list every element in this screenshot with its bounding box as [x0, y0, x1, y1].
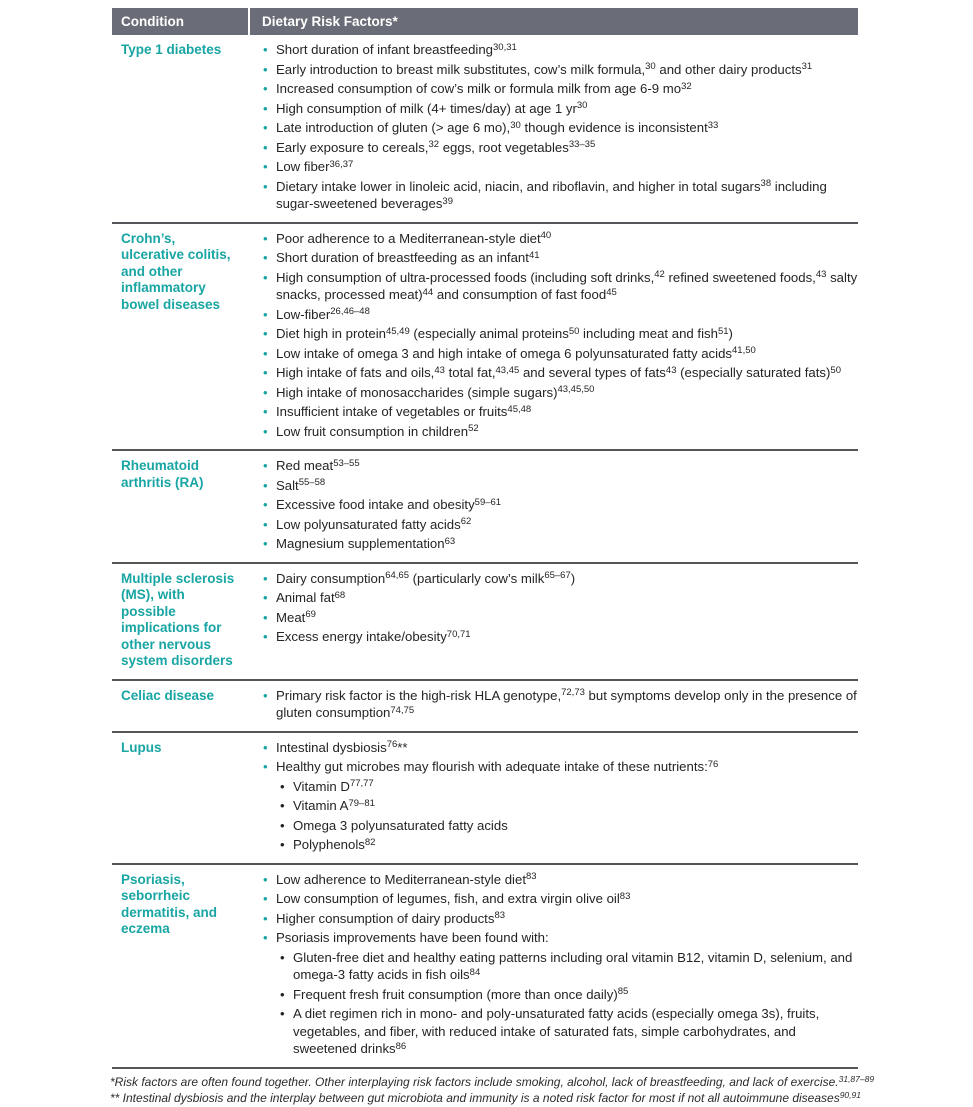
- condition-cell: Psoriasis, seborrheic dermatitis, and eczema: [121, 871, 218, 936]
- risk-factor-text: Omega 3 polyunsaturated fatty acids: [293, 817, 508, 833]
- bullet-icon: •: [263, 159, 268, 174]
- bullet-icon: •: [280, 949, 285, 965]
- condition-cell: Rheumatoid arthritis (RA): [121, 458, 204, 490]
- citation-superscript: 79–81: [348, 797, 375, 809]
- bullet-icon: •: [263, 81, 268, 96]
- risk-factor-text: Vitamin D$^{77,77}$: [293, 778, 374, 794]
- condition-cell: Celiac disease: [121, 687, 215, 703]
- citation-superscript: 69: [305, 609, 316, 620]
- risk-factor-text: Short duration of breastfeeding as an infant$^{41}$: [276, 249, 540, 265]
- risk-factors-cell: [250, 570, 858, 670]
- citation-superscript: 51: [717, 325, 729, 337]
- risk-factor-text: Early introduction to breast milk substitutes, cow’s milk formula,$^{30}$ and other dairy products$^{31}$: [276, 61, 813, 77]
- table-row: [112, 681, 858, 733]
- citation-superscript: 43: [815, 269, 827, 280]
- condition-cell: Lupus: [121, 739, 162, 755]
- bullet-icon: •: [263, 477, 268, 493]
- risk-factor-item: [262, 230, 858, 248]
- risk-factor-text: Low adherence to Mediterranean-style diet$^{83}$: [276, 871, 537, 887]
- risk-factor-text: Low consumption of legumes, fish, and extra virgin olive oil$^{83}$: [276, 890, 631, 906]
- risk-factor-text: High intake of fats and oils,$^{43}$ total fat,$^{43,45}$ and several types of fats$^{43}$ (especially saturated fats)$^{50}$: [276, 364, 841, 380]
- bullet-icon: •: [263, 687, 268, 703]
- citation-superscript: 30: [576, 100, 588, 111]
- bullet-icon: •: [263, 759, 268, 774]
- risk-factor-item: [262, 687, 858, 722]
- risk-factor-item: [262, 325, 858, 343]
- citation-superscript: 45: [606, 286, 617, 298]
- risk-factor-item: [279, 949, 858, 984]
- bullet-icon: •: [263, 42, 268, 57]
- bullet-icon: •: [263, 516, 268, 532]
- risk-factor-text: Excess energy intake/obesity$^{70,71}$: [276, 628, 471, 644]
- citation-superscript: 33–35: [568, 139, 596, 150]
- risk-factor-item: [262, 423, 858, 441]
- bullet-icon: •: [263, 326, 268, 341]
- risk-factor-item: [262, 457, 858, 475]
- footnote-line: *Risk factors are often found together. Other interplaying risk factors include smoking, alcohol, lack of breastfeeding, and lack of exercise.$^{31,87-89}$: [110, 1073, 875, 1089]
- risk-factor-text: High consumption of milk (4+ times/day) at age 1 yr$^{30}$: [276, 100, 588, 116]
- bullet-icon: •: [263, 269, 268, 285]
- citation-superscript: 43,45,50: [557, 384, 595, 395]
- risk-factor-text: Intestinal dysbiosis$^{76}$**: [276, 739, 408, 755]
- risk-factor-item: [262, 609, 858, 627]
- risk-factors-cell: [250, 230, 858, 441]
- bullet-icon: •: [280, 1006, 285, 1021]
- risk-factor-text: Animal fat$^{68}$: [276, 589, 346, 605]
- citation-superscript: 31,87–89: [838, 1073, 875, 1084]
- risk-factor-item: [279, 817, 858, 835]
- bullet-icon: •: [263, 250, 268, 265]
- bullet-icon: •: [263, 871, 268, 887]
- risk-factor-item: [262, 249, 858, 267]
- bullet-icon: •: [263, 910, 268, 926]
- risk-factor-item: [279, 1005, 858, 1058]
- citation-superscript: 59–61: [474, 496, 502, 508]
- bullet-icon: •: [263, 365, 268, 380]
- risk-factor-text: Gluten-free diet and healthy eating patterns including oral vitamin B12, vitamin D, selenium, and omega-3 fatty acids in fish oils$^{84}$: [293, 949, 853, 982]
- risk-factor-text: Low fiber$^{36,37}$: [276, 158, 354, 174]
- citation-superscript: 85: [617, 986, 629, 997]
- bullet-icon: •: [263, 61, 268, 77]
- risk-factor-text: Psoriasis improvements have been found with:: [276, 930, 549, 945]
- risk-factor-item: [262, 119, 858, 137]
- risk-factor-text: Salt$^{55-58}$: [276, 477, 326, 493]
- risk-factor-text: High intake of monosaccharides (simple sugars)$^{43,45,50}$: [276, 384, 595, 400]
- citation-superscript: 50: [568, 325, 580, 337]
- bullet-icon: •: [263, 139, 268, 155]
- bullet-icon: •: [263, 739, 268, 755]
- risk-factor-item: [262, 364, 858, 382]
- citation-superscript: 26,46–48: [330, 306, 370, 317]
- citation-superscript: 30,31: [493, 41, 517, 53]
- risk-factor-item: [262, 178, 858, 213]
- bullet-icon: •: [263, 120, 268, 135]
- bullet-icon: •: [263, 609, 268, 625]
- citation-superscript: 76: [386, 739, 398, 750]
- bullet-icon: •: [263, 306, 268, 322]
- risk-factor-text: Dietary intake lower in linoleic acid, niacin, and riboflavin, and higher in total sugars$^{38}$ including sugar-sweetened beverages$^{39}$: [276, 178, 827, 211]
- risk-factor-item: [262, 516, 858, 534]
- risk-factor-item: [262, 758, 858, 776]
- risk-factor-item: [262, 589, 858, 607]
- risk-factor-text: Late introduction of gluten (> age 6 mo),$^{30}$ though evidence is inconsistent$^{33}$: [276, 119, 719, 135]
- bullet-icon: •: [263, 384, 268, 400]
- bullet-icon: •: [263, 230, 268, 246]
- citation-superscript: 43: [434, 364, 445, 376]
- risk-factors-cell: [250, 739, 858, 854]
- citation-superscript: 76: [707, 758, 719, 770]
- risk-factor-item: [262, 570, 858, 588]
- risk-factor-text: Poor adherence to a Mediterranean-style diet$^{40}$: [276, 230, 552, 246]
- citation-superscript: 90,91: [839, 1090, 861, 1100]
- citation-superscript: 30: [645, 61, 656, 72]
- risk-factor-text: Increased consumption of cow’s milk or formula milk from age 6-9 mo$^{32}$: [276, 80, 692, 96]
- citation-superscript: 33: [707, 119, 719, 131]
- bullet-icon: •: [263, 178, 268, 194]
- table-row: [112, 865, 858, 1069]
- citation-superscript: 82: [364, 836, 376, 848]
- citation-superscript: 84: [469, 966, 481, 978]
- risk-factor-text: Dairy consumption$^{64,65}$ (particularly cow’s milk$^{65-67}$): [276, 570, 576, 586]
- citation-superscript: 86: [395, 1040, 407, 1052]
- citation-superscript: 83: [619, 890, 631, 902]
- table-row: [112, 35, 858, 224]
- citation-superscript: 63: [444, 535, 456, 547]
- citation-superscript: 55–58: [298, 477, 326, 488]
- bullet-icon: •: [263, 590, 268, 605]
- bullet-icon: •: [263, 570, 268, 586]
- risk-factor-item: [262, 80, 858, 98]
- risk-factor-text: Polyphenols$^{82}$: [293, 836, 376, 852]
- citation-superscript: 40: [540, 230, 552, 241]
- risk-factors-cell: [250, 687, 858, 722]
- citation-superscript: 68: [334, 589, 346, 601]
- risk-factor-item: [262, 345, 858, 363]
- citation-superscript: 38: [760, 178, 772, 189]
- risk-factor-item: [262, 739, 858, 757]
- citation-superscript: 39: [442, 195, 453, 207]
- bullet-icon: •: [280, 817, 285, 833]
- bullet-icon: •: [263, 423, 268, 439]
- bullet-icon: •: [263, 345, 268, 361]
- table-header-row: [112, 8, 858, 35]
- risk-factor-item: [262, 477, 858, 495]
- risk-factor-item: [262, 871, 858, 889]
- citation-superscript: 64,65: [385, 570, 409, 581]
- risk-factor-text: High consumption of ultra-processed foods (including soft drinks,$^{42}$ refined sweetened foods,$^{43}$ salty snacks, processed meat)$^{44}$ and consumption of fast food$^{45}$: [276, 269, 858, 302]
- risk-factor-text: Frequent fresh fruit consumption (more than once daily)$^{85}$: [293, 986, 629, 1002]
- condition-cell: Type 1 diabetes: [121, 42, 222, 57]
- citation-superscript: 43: [665, 364, 677, 376]
- risk-factor-item: [262, 910, 858, 928]
- risk-factor-text: Low polyunsaturated fatty acids$^{62}$: [276, 516, 472, 532]
- risk-factor-text: Insufficient intake of vegetables or fruits$^{45,48}$: [276, 403, 532, 419]
- condition-cell: Multiple sclerosis (MS), with possible implications for other nervous system disorders: [121, 570, 235, 668]
- citation-superscript: 41,50: [732, 345, 756, 356]
- risk-factor-item: [262, 628, 858, 646]
- risk-factors-cell: [250, 457, 858, 553]
- risk-factor-text: Red meat$^{53-55}$: [276, 457, 360, 473]
- risk-factor-item: [262, 41, 858, 59]
- citation-superscript: 45,48: [507, 403, 532, 415]
- risk-factor-item: [279, 836, 858, 854]
- citation-superscript: 70,71: [446, 628, 471, 640]
- citation-superscript: 53–55: [333, 457, 360, 469]
- risk-factor-item: [262, 890, 858, 908]
- bullet-icon: •: [280, 837, 285, 852]
- risk-factor-text: Healthy gut microbes may flourish with adequate intake of these nutrients:$^{76}$: [276, 758, 719, 774]
- bullet-icon: •: [280, 986, 285, 1002]
- risk-factor-item: [262, 535, 858, 553]
- citation-superscript: 52: [468, 423, 479, 434]
- risk-factor-text: Meat$^{69}$: [276, 609, 316, 625]
- risk-factor-item: [262, 100, 858, 118]
- table-body: [112, 35, 858, 1069]
- citation-superscript: 72,73: [561, 687, 585, 698]
- footnotes: [110, 1074, 876, 1107]
- bullet-icon: •: [263, 536, 268, 551]
- citation-superscript: 44: [422, 286, 434, 298]
- risk-factor-item: [262, 384, 858, 402]
- column-header-risk-factors: Dietary Risk Factors*: [262, 14, 398, 29]
- bullet-icon: •: [280, 778, 285, 794]
- citation-superscript: 32: [681, 80, 692, 92]
- bullet-icon: •: [263, 629, 268, 644]
- citation-superscript: 50: [830, 364, 841, 376]
- risk-factors-cell: [250, 871, 858, 1058]
- column-header-condition: Condition: [112, 8, 250, 35]
- citation-superscript: 36,37: [329, 158, 354, 170]
- citation-superscript: 31: [801, 61, 813, 72]
- risk-factor-item: [279, 797, 858, 815]
- risk-factor-item: [262, 139, 858, 157]
- citation-superscript: 30: [510, 119, 521, 131]
- dietary-risk-factors-table: [112, 8, 858, 1069]
- citation-superscript: 42: [654, 269, 665, 280]
- risk-factor-item: [262, 61, 858, 79]
- risk-factor-text: Vitamin A$^{79-81}$: [293, 797, 375, 813]
- risk-factor-item: [279, 778, 858, 796]
- table-row: [112, 564, 858, 681]
- citation-superscript: 83: [525, 871, 537, 882]
- risk-factor-text: Diet high in protein$^{45,49}$ (especially animal proteins$^{50}$ including meat and fish$^{51}$): [276, 325, 733, 341]
- risk-factor-text: Early exposure to cereals,$^{32}$ eggs, root vegetables$^{33-35}$: [276, 139, 596, 155]
- bullet-icon: •: [263, 100, 268, 116]
- risk-factor-text: Low intake of omega 3 and high intake of omega 6 polyunsaturated fatty acids$^{41,50}$: [276, 345, 756, 361]
- citation-superscript: 41: [528, 249, 540, 261]
- citation-superscript: 45,49: [385, 325, 410, 337]
- risk-factor-text: Low fruit consumption in children$^{52}$: [276, 423, 479, 439]
- risk-factor-item: [262, 496, 858, 514]
- risk-factor-text: Low-fiber$^{26,46-48}$: [276, 306, 370, 322]
- bullet-icon: •: [263, 404, 268, 419]
- condition-cell: Crohn’s, ulcerative colitis, and other inflammatory bowel diseases: [121, 230, 231, 312]
- risk-factor-item: [279, 986, 858, 1004]
- risk-factor-item: [262, 929, 858, 947]
- bullet-icon: •: [263, 891, 268, 906]
- citation-superscript: 83: [494, 910, 506, 921]
- citation-superscript: 62: [460, 516, 472, 527]
- risk-factor-text: Excessive food intake and obesity$^{59-61}$: [276, 496, 502, 512]
- risk-factor-item: [262, 403, 858, 421]
- risk-factor-text: Short duration of infant breastfeeding$^{30,31}$: [276, 41, 517, 57]
- bullet-icon: •: [263, 930, 268, 945]
- citation-superscript: 32: [428, 139, 440, 150]
- citation-superscript: 74,75: [390, 704, 415, 716]
- risk-factor-text: Higher consumption of dairy products$^{83}$: [276, 910, 506, 926]
- table-row: [112, 224, 858, 452]
- risk-factor-text: A diet regimen rich in mono- and poly-unsaturated fatty acids (especially omega 3s), fruits, vegetables, and fiber, with reduced intake of saturated fats, simple carbohydrates, and sweetened drinks$^{86}$: [293, 1006, 820, 1056]
- bullet-icon: •: [263, 497, 268, 512]
- risk-factor-item: [262, 158, 858, 176]
- risk-factors-cell: [250, 41, 858, 213]
- risk-factor-text: Primary risk factor is the high-risk HLA genotype,$^{72,73}$ but symptoms develop only in the presence of gluten consumption$^{74,75}$: [276, 687, 857, 720]
- risk-factor-text: Magnesium supplementation$^{63}$: [276, 535, 456, 551]
- footnote-line: ** Intestinal dysbiosis and the interplay between gut microbiota and immunity is a noted risk factor for most if not all autoimmune diseases$^{90,91}$: [110, 1090, 861, 1105]
- table-row: [112, 733, 858, 865]
- bullet-icon: •: [263, 458, 268, 473]
- citation-superscript: 77,77: [349, 778, 374, 789]
- citation-superscript: 65–67: [544, 570, 571, 581]
- bullet-icon: •: [280, 798, 285, 813]
- table-row: [112, 451, 858, 564]
- citation-superscript: 43,45: [495, 364, 520, 376]
- risk-factor-item: [262, 269, 858, 304]
- risk-factor-item: [262, 306, 858, 324]
